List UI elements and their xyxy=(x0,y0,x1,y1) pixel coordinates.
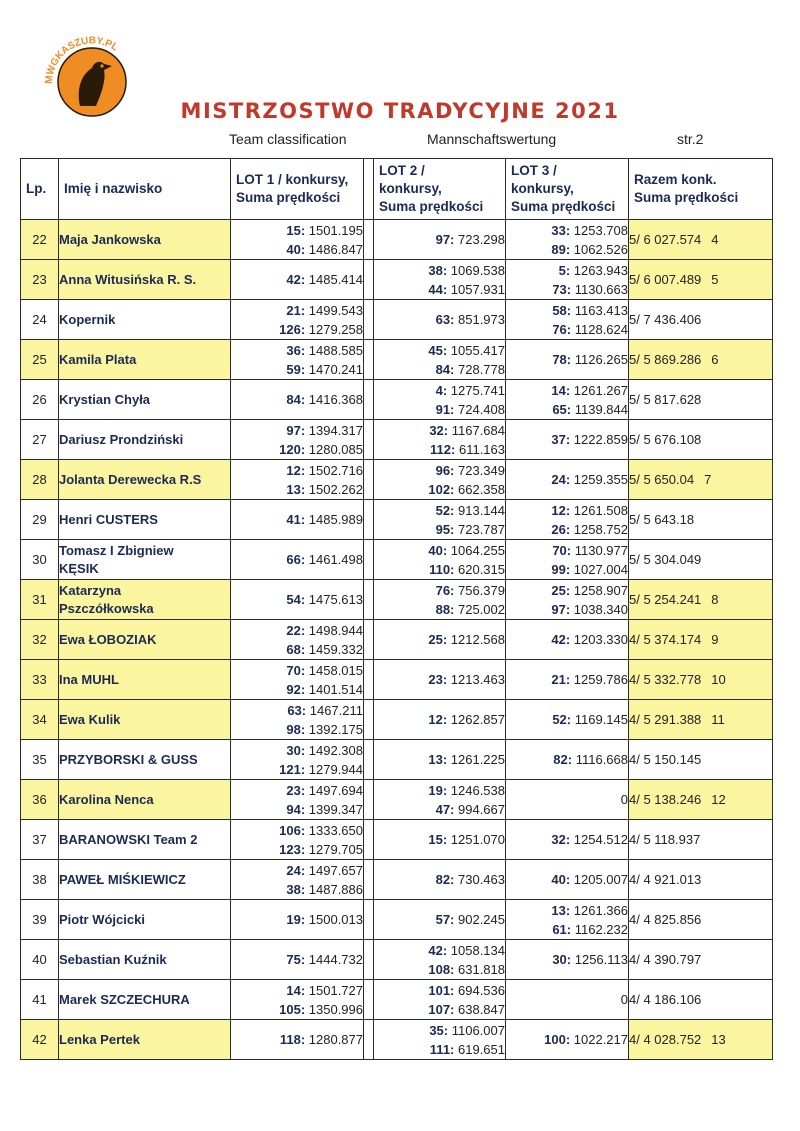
header-gap xyxy=(364,159,374,220)
cell-lp: 41 xyxy=(21,980,59,1020)
cell-name: Kopernik xyxy=(59,300,231,340)
cell-name: BARANOWSKI Team 2 xyxy=(59,820,231,860)
table-row xyxy=(21,620,773,660)
total-value: 5/ 6 027.574 xyxy=(629,232,702,247)
cell-lot1: 97: 1394.317 120: 1280.085 xyxy=(231,420,364,460)
rank-value: 11 xyxy=(711,712,725,727)
cell-name: Tomasz I Zbigniew KĘSIK xyxy=(59,540,231,580)
cell-lot2: 76: 756.379 88: 725.002 xyxy=(374,580,506,620)
cell-lot3: 0 xyxy=(506,780,629,820)
cell-lot3: 30: 1256.113 xyxy=(506,940,629,980)
cell-lp: 23 xyxy=(21,260,59,300)
cell-lot3: 32: 1254.512 xyxy=(506,820,629,860)
cell-total xyxy=(629,1020,773,1060)
cell-lp: 42 xyxy=(21,1020,59,1060)
total-value: 4/ 5 150.145 xyxy=(629,752,702,767)
page-number: str.2 xyxy=(677,131,704,147)
cell-gap xyxy=(364,300,374,340)
header-total: Razem konk. Suma prędkości xyxy=(629,159,773,220)
cell-gap xyxy=(364,380,374,420)
cell-lp: 28 xyxy=(21,460,59,500)
cell-lp: 27 xyxy=(21,420,59,460)
cell-lp: 33 xyxy=(21,660,59,700)
logo-text: MWGKASZUBY.PL xyxy=(43,35,120,85)
cell-gap xyxy=(364,700,374,740)
cell-lot3: 82: 1116.668 xyxy=(506,740,629,780)
cell-lot3: 5: 1263.943 73: 1130.663 xyxy=(506,260,629,300)
cell-gap xyxy=(364,620,374,660)
table-row xyxy=(21,1020,773,1060)
subtitle-mannschaftswertung: Mannschaftswertung xyxy=(427,131,557,147)
page-title: MISTRZOSTWO TRADYCYJNE 2021 xyxy=(180,99,620,123)
cell-gap xyxy=(364,260,374,300)
cell-lot3: 14: 1261.267 65: 1139.844 xyxy=(506,380,629,420)
cell-lot1: 23: 1497.694 94: 1399.347 xyxy=(231,780,364,820)
cell-total xyxy=(629,620,773,660)
cell-name: Katarzyna Pszczółkowska xyxy=(59,580,231,620)
table-header-row xyxy=(21,159,773,220)
cell-lot3: 25: 1258.907 97: 1038.340 xyxy=(506,580,629,620)
cell-name: Karolina Nenca xyxy=(59,780,231,820)
cell-lot2: 45: 1055.417 84: 728.778 xyxy=(374,340,506,380)
table-row xyxy=(21,860,773,900)
cell-lp: 30 xyxy=(21,540,59,580)
cell-total xyxy=(629,700,773,740)
cell-lot1: 15: 1501.195 40: 1486.847 xyxy=(231,220,364,260)
cell-lot2: 25: 1212.568 xyxy=(374,620,506,660)
cell-total xyxy=(629,340,773,380)
cell-lp: 40 xyxy=(21,940,59,980)
total-value: 4/ 5 291.388 xyxy=(629,712,702,727)
cell-lp: 34 xyxy=(21,700,59,740)
total-value: 4/ 5 138.246 xyxy=(629,792,702,807)
cell-lot1: 12: 1502.716 13: 1502.262 xyxy=(231,460,364,500)
cell-name: Kamila Plata xyxy=(59,340,231,380)
cell-lot3: 70: 1130.977 99: 1027.004 xyxy=(506,540,629,580)
cell-lot3: 24: 1259.355 xyxy=(506,460,629,500)
rank-value: 7 xyxy=(704,472,712,487)
cell-lot3: 12: 1261.508 26: 1258.752 xyxy=(506,500,629,540)
cell-gap xyxy=(364,340,374,380)
cell-name: PAWEŁ MIŚKIEWICZ xyxy=(59,860,231,900)
cell-total xyxy=(629,580,773,620)
cell-total xyxy=(629,780,773,820)
cell-lot3: 78: 1126.265 xyxy=(506,340,629,380)
table-row xyxy=(21,340,773,380)
cell-lot1: 14: 1501.727 105: 1350.996 xyxy=(231,980,364,1020)
total-value: 4/ 5 118.937 xyxy=(629,832,701,847)
cell-lot3: 33: 1253.708 89: 1062.526 xyxy=(506,220,629,260)
table-row xyxy=(21,820,773,860)
cell-total xyxy=(629,980,773,1020)
cell-gap xyxy=(364,860,374,900)
cell-lp: 25 xyxy=(21,340,59,380)
total-value: 4/ 4 186.106 xyxy=(629,992,702,1007)
cell-lot2: 97: 723.298 xyxy=(374,220,506,260)
cell-lot1: 63: 1467.211 98: 1392.175 xyxy=(231,700,364,740)
cell-lot1: 66: 1461.498 xyxy=(231,540,364,580)
cell-lot2: 19: 1246.538 47: 994.667 xyxy=(374,780,506,820)
cell-name: Dariusz Prondziński xyxy=(59,420,231,460)
table-row xyxy=(21,700,773,740)
total-value: 4/ 5 332.778 xyxy=(629,672,702,687)
cell-lp: 36 xyxy=(21,780,59,820)
total-value: 5/ 5 304.049 xyxy=(629,552,702,567)
cell-lp: 22 xyxy=(21,220,59,260)
cell-lot1: 21: 1499.543 126: 1279.258 xyxy=(231,300,364,340)
rank-value: 5 xyxy=(711,272,719,287)
cell-name: Marek SZCZECHURA xyxy=(59,980,231,1020)
total-value: 5/ 5 254.241 xyxy=(629,592,702,607)
total-value: 4/ 4 921.013 xyxy=(629,872,702,887)
cell-name: Jolanta Derewecka R.S xyxy=(59,460,231,500)
rank-value: 9 xyxy=(711,632,719,647)
cell-total xyxy=(629,380,773,420)
cell-name: Henri CUSTERS xyxy=(59,500,231,540)
cell-name: Sebastian Kuźnik xyxy=(59,940,231,980)
rank-value: 13 xyxy=(711,1032,726,1047)
cell-lot2: 96: 723.349 102: 662.358 xyxy=(374,460,506,500)
cell-gap xyxy=(364,420,374,460)
table-row xyxy=(21,220,773,260)
cell-lot1: 30: 1492.308 121: 1279.944 xyxy=(231,740,364,780)
rank-value: 6 xyxy=(711,352,719,367)
cell-total xyxy=(629,900,773,940)
cell-lot3: 21: 1259.786 xyxy=(506,660,629,700)
rank-value: 4 xyxy=(711,232,719,247)
cell-lot2: 13: 1261.225 xyxy=(374,740,506,780)
cell-name: Ina MUHL xyxy=(59,660,231,700)
cell-lot2: 23: 1213.463 xyxy=(374,660,506,700)
cell-gap xyxy=(364,1020,374,1060)
cell-name: Anna Witusińska R. S. xyxy=(59,260,231,300)
results-table xyxy=(20,158,773,1060)
cell-total xyxy=(629,540,773,580)
cell-name: Maja Jankowska xyxy=(59,220,231,260)
cell-gap xyxy=(364,660,374,700)
cell-lot3: 40: 1205.007 xyxy=(506,860,629,900)
header-lp: Lp. xyxy=(21,159,59,220)
total-value: 5/ 5 869.286 xyxy=(629,352,702,367)
cell-total xyxy=(629,300,773,340)
cell-lot1: 42: 1485.414 xyxy=(231,260,364,300)
total-value: 4/ 5 374.174 xyxy=(629,632,702,647)
cell-gap xyxy=(364,820,374,860)
table-row xyxy=(21,780,773,820)
table-row xyxy=(21,980,773,1020)
cell-gap xyxy=(364,740,374,780)
cell-gap xyxy=(364,900,374,940)
cell-lot2: 52: 913.144 95: 723.787 xyxy=(374,500,506,540)
cell-gap xyxy=(364,500,374,540)
cell-total xyxy=(629,820,773,860)
cell-lot1: 36: 1488.585 59: 1470.241 xyxy=(231,340,364,380)
header-lot3: LOT 3 / konkursy, Suma prędkości xyxy=(506,159,629,220)
table-row xyxy=(21,420,773,460)
header-lot1: LOT 1 / konkursy, Suma prędkości xyxy=(231,159,364,220)
cell-total xyxy=(629,660,773,700)
cell-lot1: 54: 1475.613 xyxy=(231,580,364,620)
total-value: 4/ 4 390.797 xyxy=(629,952,702,967)
cell-gap xyxy=(364,220,374,260)
total-value: 5/ 5 643.18 xyxy=(629,512,695,527)
cell-lot3: 42: 1203.330 xyxy=(506,620,629,660)
cell-lot1: 22: 1498.944 68: 1459.332 xyxy=(231,620,364,660)
cell-gap xyxy=(364,540,374,580)
table-row xyxy=(21,540,773,580)
cell-lot1: 24: 1497.657 38: 1487.886 xyxy=(231,860,364,900)
cell-lot2: 4: 1275.741 91: 724.408 xyxy=(374,380,506,420)
cell-gap xyxy=(364,580,374,620)
cell-lot1: 70: 1458.015 92: 1401.514 xyxy=(231,660,364,700)
cell-lot2: 40: 1064.255 110: 620.315 xyxy=(374,540,506,580)
table-row xyxy=(21,660,773,700)
cell-lp: 37 xyxy=(21,820,59,860)
header-name: Imię i nazwisko xyxy=(59,159,231,220)
cell-gap xyxy=(364,780,374,820)
cell-gap xyxy=(364,980,374,1020)
cell-lp: 35 xyxy=(21,740,59,780)
cell-lot3: 52: 1169.145 xyxy=(506,700,629,740)
total-value: 5/ 5 650.04 xyxy=(629,472,695,487)
total-value: 5/ 5 676.108 xyxy=(629,432,702,447)
cell-lot2: 57: 902.245 xyxy=(374,900,506,940)
cell-name: Krystian Chyła xyxy=(59,380,231,420)
cell-lot1: 75: 1444.732 xyxy=(231,940,364,980)
cell-lp: 39 xyxy=(21,900,59,940)
cell-lot2: 12: 1262.857 xyxy=(374,700,506,740)
cell-lot2: 63: 851.973 xyxy=(374,300,506,340)
cell-lp: 32 xyxy=(21,620,59,660)
cell-total xyxy=(629,500,773,540)
rank-value: 12 xyxy=(711,792,726,807)
cell-total xyxy=(629,220,773,260)
cell-lot3: 37: 1222.859 xyxy=(506,420,629,460)
cell-lot1: 19: 1500.013 xyxy=(231,900,364,940)
cell-name: Ewa ŁOBOZIAK xyxy=(59,620,231,660)
cell-total xyxy=(629,260,773,300)
cell-lp: 38 xyxy=(21,860,59,900)
cell-lot3: 13: 1261.366 61: 1162.232 xyxy=(506,900,629,940)
cell-name: Lenka Pertek xyxy=(59,1020,231,1060)
cell-lot2: 35: 1106.007 111: 619.651 xyxy=(374,1020,506,1060)
cell-gap xyxy=(364,940,374,980)
table-row xyxy=(21,940,773,980)
cell-lot1: 118: 1280.877 xyxy=(231,1020,364,1060)
cell-lot1: 106: 1333.650 123: 1279.705 xyxy=(231,820,364,860)
cell-lot3: 0 xyxy=(506,980,629,1020)
cell-total xyxy=(629,460,773,500)
table-row xyxy=(21,460,773,500)
cell-lot2: 82: 730.463 xyxy=(374,860,506,900)
total-value: 4/ 4 825.856 xyxy=(629,912,702,927)
cell-gap xyxy=(364,460,374,500)
cell-name: Piotr Wójcicki xyxy=(59,900,231,940)
cell-lot2: 32: 1167.684 112: 611.163 xyxy=(374,420,506,460)
cell-lot1: 84: 1416.368 xyxy=(231,380,364,420)
subtitle-team-classification: Team classification xyxy=(229,131,347,147)
cell-lot2: 38: 1069.538 44: 1057.931 xyxy=(374,260,506,300)
cell-lp: 24 xyxy=(21,300,59,340)
cell-lot2: 101: 694.536 107: 638.847 xyxy=(374,980,506,1020)
cell-total xyxy=(629,420,773,460)
total-value: 5/ 7 436.406 xyxy=(629,312,702,327)
table-row xyxy=(21,580,773,620)
table-row xyxy=(21,300,773,340)
total-value: 5/ 6 007.489 xyxy=(629,272,702,287)
cell-total xyxy=(629,860,773,900)
cell-lot1: 41: 1485.989 xyxy=(231,500,364,540)
table-row xyxy=(21,740,773,780)
total-value: 4/ 4 028.752 xyxy=(629,1032,702,1047)
rank-value: 10 xyxy=(711,672,726,687)
cell-lot3: 100: 1022.217 xyxy=(506,1020,629,1060)
cell-lp: 26 xyxy=(21,380,59,420)
cell-name: PRZYBORSKI & GUSS xyxy=(59,740,231,780)
table-row xyxy=(21,260,773,300)
table-row xyxy=(21,500,773,540)
cell-lp: 29 xyxy=(21,500,59,540)
cell-lp: 31 xyxy=(21,580,59,620)
cell-lot2: 15: 1251.070 xyxy=(374,820,506,860)
rank-value: 8 xyxy=(711,592,719,607)
cell-lot2: 42: 1058.134 108: 631.818 xyxy=(374,940,506,980)
cell-total xyxy=(629,740,773,780)
table-row xyxy=(21,900,773,940)
header-lot2: LOT 2 / konkursy, Suma prędkości xyxy=(374,159,506,220)
cell-name: Ewa Kulik xyxy=(59,700,231,740)
table-row xyxy=(21,380,773,420)
cell-lot3: 58: 1163.413 76: 1128.624 xyxy=(506,300,629,340)
total-value: 5/ 5 817.628 xyxy=(629,392,702,407)
cell-total xyxy=(629,940,773,980)
